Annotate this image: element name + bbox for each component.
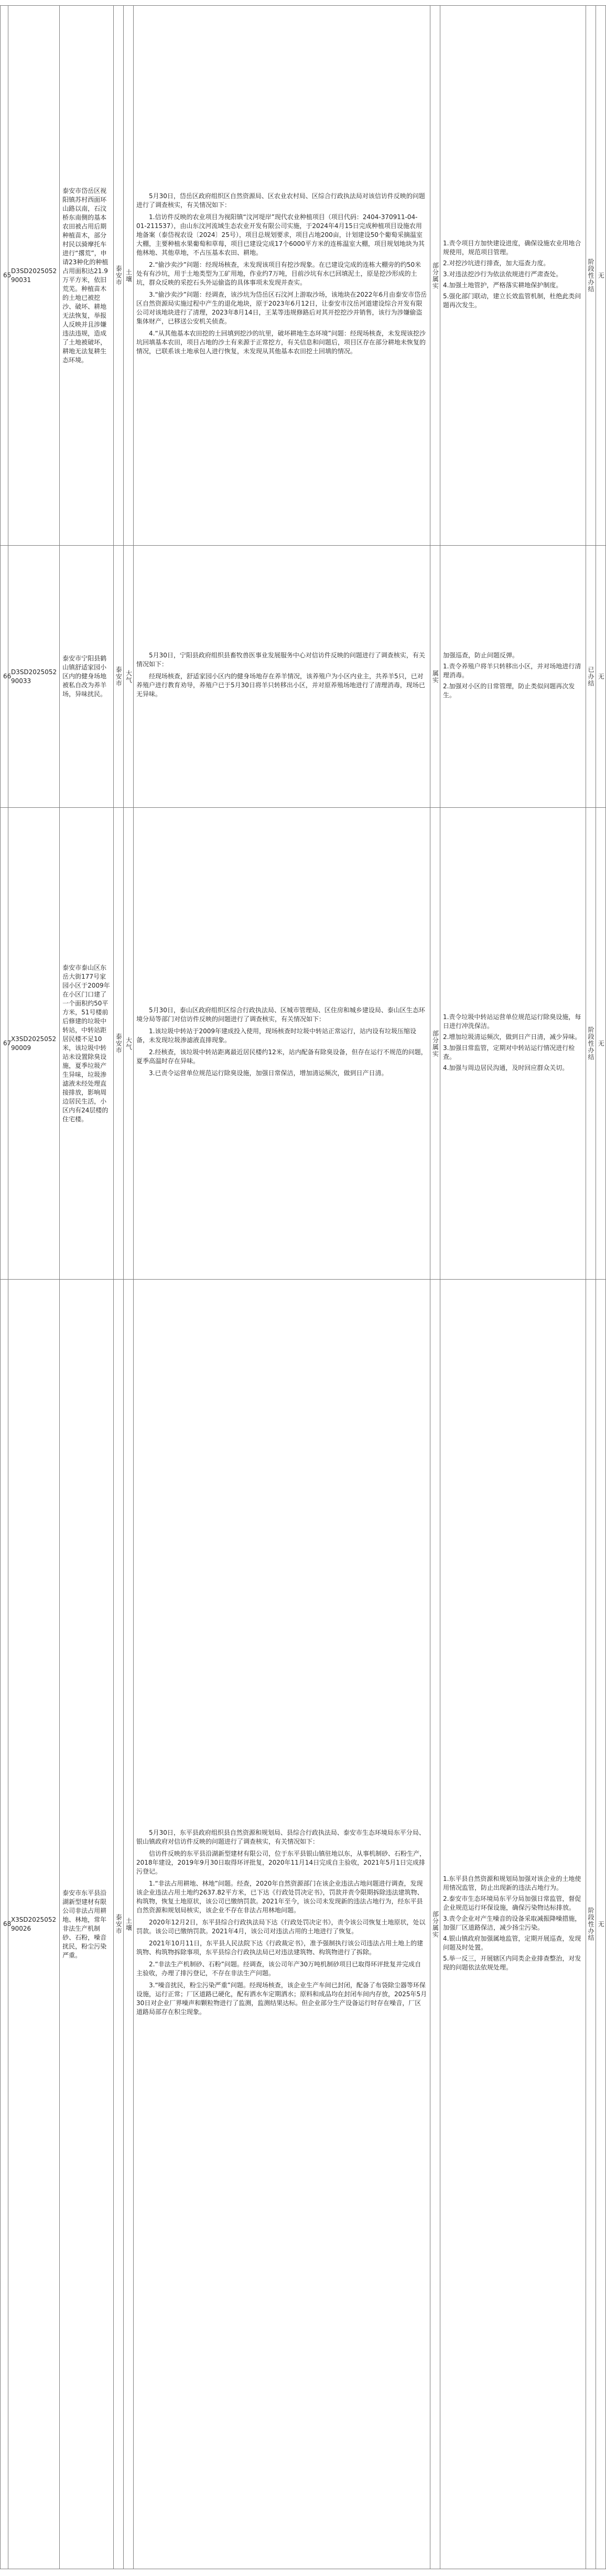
detail-paragraph: 3.已责令运营单位规范运行除臭设施，加强日常保洁，增加清运频次，做到日产日清。 — [149, 1069, 388, 1077]
row-number: 65 — [1, 6, 8, 546]
rectify-item: 2.增加垃圾清运频次，做到日产日清，减少异味。 — [442, 1033, 581, 1041]
detail-paragraph: 5月30日，泰山区政府组织区综合行政执法局、区城市管理局、区住房和城乡建设局、泰山区生态环境分局等部门对信访件反映的问题进行了调查核实，有关情况如下： — [136, 1006, 425, 1023]
rectify-item: 加强巡查，防止问题反弹。 — [442, 652, 518, 659]
detail-paragraph: 1.“非法占用耕地、林地”问题。经查，2020年自然资源部门在该企业违法占地问题进行调查，发现该企业违法占用土地约2637.82平方米，已下达《行政处罚决定书》，罚款并责令限期拆除违法建筑物、构筑物，恢复土地原状，该公司已缴纳罚款。2021年至今，该公司未发现新的违法占地行为，经东平县自然资源和规划局核实，该企业不存在非法占用林地问题。 — [136, 1880, 424, 1914]
investigation-detail — [134, 6, 430, 546]
investigation-detail — [134, 808, 430, 1280]
issue-description: 泰安市岱岳区视阳镇苏村西面环山路以南，石汶桥东南侧的基本农田被占用后期种植苗木，部分村民以骑摩托车进行“撂荒”，申请23种化的种植占用面积达21.9万平方米，依旧荒芜。种植苗木的土地已被挖沙、破坏、耕地无法恢复，举报人反映并且涉嫌违法违规，造成了土地被破坏，耕地无法复耕生态环境。 — [60, 6, 113, 546]
status: 已办结 — [586, 546, 596, 808]
issue-description: 泰安市宁阳县鹤山镇舒适家园小区内的健身场地被私自改为养羊场，异味扰民。 — [60, 546, 113, 808]
detail-paragraph: 3.“偷沙卖沙”问题：经调查，该沙坑为岱岳区石汶河上游取沙场，该地块在2022年6月由泰安市岱岳区自然资源局实施过程中产生的退化地块，原于2023年6月12日，让泰安市汶岳河道建设综合开发有限公司对该地块进行了清理，2023年8月14日，王某等违规修路后对其开挖挖沙并销售，该行为涉嫌偷盗集体财产，已移送公安机关侦查。 — [136, 291, 427, 325]
area: 泰安市 — [113, 808, 123, 1280]
verdict: 属实 — [430, 546, 440, 808]
detail-paragraph: 经现场核查，舒适家园小区内的健身场地存在养羊情况，该养殖户为小区内业主，共养羊5只，已对养殖户进行教育劝导，养殖户已于5月30日将羊只转移出小区，并对原养殖场地进行了清理消毒，现场已无异味。 — [136, 673, 425, 698]
detail-paragraph: 5月30日，岱岳区政府组织区自然资源局、区农业农村局、区综合行政执法局对该信访件反映的问题进行了调查核实，有关情况如下： — [136, 192, 425, 209]
status: 阶段性办结 — [586, 1280, 596, 2569]
detail-paragraph: 2020年12月2日，东平县综合行政执法局下达《行政处罚决定书》，责令该公司恢复土地原状，处以罚款。该公司已缴纳罚款。2021年4月，该公司对违法占用的土地进行了恢复。 — [136, 1919, 426, 1935]
rectify-item: 1.责令养殖户将羊只转移出小区，并对场地进行清理消毒。 — [442, 663, 581, 679]
pollution-category: 大气 — [123, 546, 133, 808]
case-code: X3SD202505290026 — [8, 1280, 59, 2569]
detail-paragraph: 1.该垃圾中转站于2009年建成投入使用，现场核查时垃圾中转站正常运行，站内设有垃圾压缩设备，未发现垃圾渗滤液直排现象。 — [136, 1027, 417, 1044]
rectify-item: 1.东平县自然资源和规划局加强对该企业的土地使用情况监管，防止出现新的违法占地行为。 — [442, 1875, 581, 1891]
rectification-measures — [440, 808, 586, 1280]
complaint-table — [0, 5, 606, 2569]
rectify-item: 5.强化部门联动，建立长效监管机制，杜绝此类问题再次发生。 — [442, 293, 581, 309]
area: 泰安市 — [113, 1280, 123, 2569]
rectify-item: 2.加强对小区的日常管理，防止类似问题再次发生。 — [442, 683, 575, 699]
verdict: 部分属实 — [430, 808, 440, 1280]
area: 泰安市 — [113, 6, 123, 546]
pollution-category: 大气 — [123, 808, 133, 1280]
investigation-detail — [134, 1280, 430, 2569]
table-row — [1, 1280, 606, 2569]
row-number: 66 — [1, 546, 8, 808]
accountability: 无 — [596, 808, 605, 1280]
accountability: 无 — [596, 1280, 605, 2569]
detail-paragraph: 5月30日，东平县政府组织县自然资源和规划局、县综合行政执法局、泰安市生态环境局东平分局、银山镇政府对信访件反映的问题进行了调查核实，有关情况如下： — [136, 1829, 425, 1845]
row-number: 68 — [1, 1280, 8, 2569]
area: 泰安市 — [113, 546, 123, 808]
detail-paragraph: 2.“偷沙卖沙”问题：经现场核查，未发现该项目有挖沙现象。在已建设完成的连栋大棚旁的约50米处有有沙坑，用于土地类型为工矿用地，作业约7万吨，目前沙坑有水已回填泥土，原是挖沙形成的土坑，群众反映的采挖石头外运偷盗的具体事项未发现并查实。 — [136, 261, 421, 286]
table-row — [1, 546, 606, 808]
rectify-item: 3.责令企业对产生噪音的设备采取减振降噪措施，加强厂区道路保洁，减少扬尘污染。 — [442, 1914, 581, 1931]
rectification-measures — [440, 6, 586, 546]
pollution-category: 土壤 — [123, 6, 133, 546]
verdict: 部分属实 — [430, 1280, 440, 2569]
issue-description: 泰安市东平县沿湖新型建材有限公司非法占用耕地、林地，常年非法生产机制砂、石粉，噪音扰民，粉尘污染严重。 — [60, 1280, 113, 2569]
table-row — [1, 6, 606, 546]
case-code: X3SD202505290009 — [8, 808, 59, 1280]
accountability: 无 — [596, 546, 605, 808]
detail-paragraph: 5月30日，宁阳县政府组织县畜牧兽医事业发展服务中心对信访件反映的问题进行了调查核实，有关情况如下： — [136, 652, 425, 668]
case-code: D3SD202505290033 — [8, 546, 59, 808]
case-code: D3SD202505290031 — [8, 6, 59, 546]
accountability: 无 — [596, 6, 605, 546]
rectify-item: 2.泰安市生态环境局东平分局加强日常监管，督促企业规范运行环保设施，确保污染物达标排放。 — [442, 1895, 581, 1911]
rectify-item: 3.加强日常监管，定期对中转站运行情况进行检查。 — [442, 1044, 575, 1060]
verdict: 部分属实 — [430, 6, 440, 546]
rectify-item: 4.加强与周边居民沟通，及时回应群众关切。 — [442, 1064, 569, 1071]
rectify-item: 5.举一反三，开展辖区内同类企业排查整治，对发现的问题依法依规处理。 — [442, 1954, 581, 1971]
detail-paragraph: 2.经核查，该垃圾中转站距离最近居民楼约12米，站内配备有除臭设备，但存在运行不规范的问题，夏季高温时存在异味。 — [136, 1048, 427, 1065]
detail-paragraph: 2021年10月11日，东平县人民法院下达《行政裁定书》，准予强制执行该公司违法占用土地上的建筑物、构筑物拆除事项，东平县综合行政执法局已对违法建筑物、构筑物进行了拆除。 — [136, 1940, 424, 1956]
detail-paragraph: 3.“噪音扰民，粉尘污染严重”问题。经现场核查，该企业生产车间已封闭，配备了布袋除尘器等环保设施，运行正常；厂区道路已硬化，配有洒水车定期洒水；原料和成品均在封闭车间内存放，2025年5月30日对企业厂界噪声和颗粒物进行了监测，监测结果达标。但企业部分生产设备运行时存在噪音，厂区道路局部存在积尘现象。 — [136, 1982, 427, 2016]
rectify-item: 4.银山镇政府加强属地监管，定期开展巡查，发现问题及时处置。 — [442, 1934, 581, 1951]
rectify-item: 3.对违法挖沙行为依法依规进行严肃查处。 — [442, 270, 562, 278]
rectify-item: 4.加强土地管护，严格落实耕地保护制度。 — [442, 282, 562, 289]
detail-paragraph: 1.信访件反映的农业项目为视阳镇“汶河堤岸”现代农业种植项目（项目代码：2404-370911-04-01-211537），由山东汶河流域生态农业开发有限公司实施，于2024年4月15日完成种植项目设施农用地备案（泰岱视农设〔2024〕25号），项目总规划要求，项目占地200亩，计划建设50个葡萄采摘温室大棚，主要种植水果葡萄和草莓，项目已建设完成17个6000平方米的连栋温室大棚，项目规划地块为其他林地、其他草地，不占压基本农田、耕地。 — [136, 213, 425, 256]
detail-paragraph: 2.“非法生产机制砂、石粉”问题。经调查，该公司年产30万吨机制砂项目已取得环评批复并完成自主验收，办理了排污登记，不存在非法生产问题。 — [136, 1961, 421, 1977]
issue-description: 泰安市泰山区东岳大街177号家园小区于2009年在小区门口建了一个面积约50平方米，51号楼前后修建的垃圾中转站，中转站距居民楼不足10米，该垃圾中转站未设置除臭设施，夏季垃圾产生异味，垃圾渗滤液未经处理直接排放，影响周边居民生活，小区内有24层楼的住宅楼。 — [60, 808, 113, 1280]
status: 阶段性办结 — [586, 6, 596, 546]
rectify-item: 1.责令项目方加快建设进度，确保设施农业用地合规使用，规范项目管理。 — [442, 240, 581, 256]
row-number: 67 — [1, 808, 8, 1280]
status: 阶段性办结 — [586, 808, 596, 1280]
rectify-item: 1.责令垃圾中转站运营单位规范运行除臭设施，每日进行冲洗保洁。 — [442, 1013, 581, 1030]
rectification-measures — [440, 546, 586, 808]
detail-paragraph: 4.“从其他基本农田挖的土回填到挖沙的坑里，破坏耕地生态环境”问题：经现场核查，未发现该挖沙坑回填基本农田，项目占地的沙土有来源于正常挖方，有关信息和问题后，项目区存在部分耕地未恢复的情况，已联系该土地承包人进行恢复，未发现从其他基本农田挖土回填的情况。 — [136, 330, 426, 355]
detail-paragraph: 信访件反映的东平县沿湖新型建材有限公司，位于东平县银山镇驻地以东，从事机制砂、石粉生产，2018年建设，2019年9月30日取得环评批复，2020年11月14日完成自主验收，2021年5月1日完成排污登记。 — [136, 1850, 426, 1875]
investigation-detail — [134, 546, 430, 808]
rectify-item: 2.对挖沙坑进行排查，加大巡查力度。 — [442, 259, 550, 267]
table-row — [1, 808, 606, 1280]
rectification-measures — [440, 1280, 586, 2569]
pollution-category: 土壤 — [123, 1280, 133, 2569]
